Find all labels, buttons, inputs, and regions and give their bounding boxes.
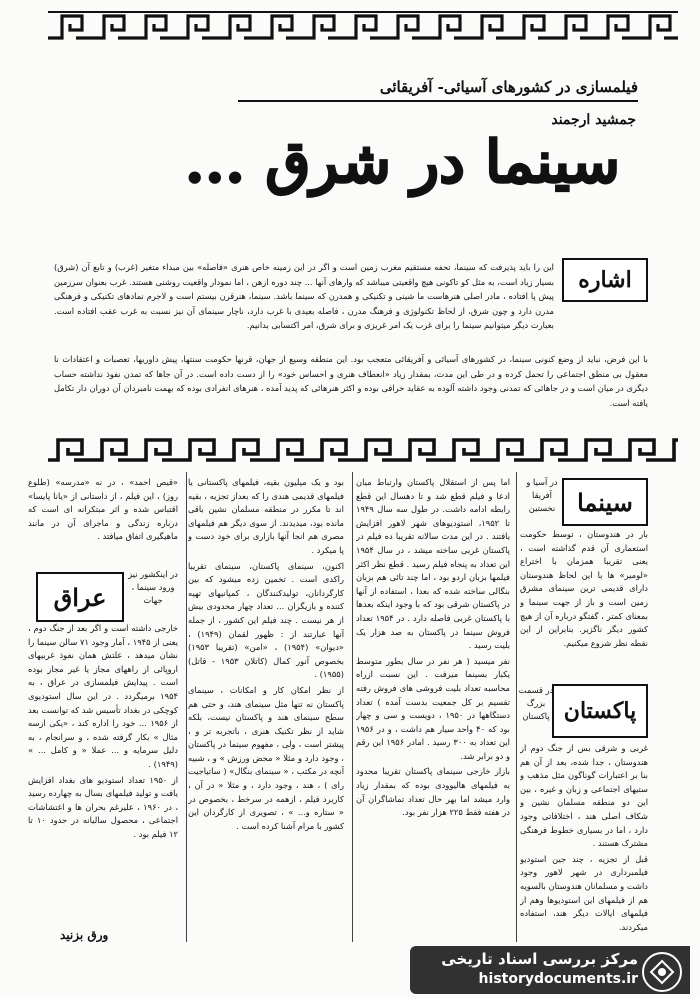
col2-paragraph-3: بازار خارجی سینمای پاکستان تقریبا محدود به فیلمهای هالیوودی بوده که بمقدار زیاد وارد میشد اما بهر حال تعداد تماشاگران آن در هفته فقط ۲۲۵ هزار نفر بود. bbox=[356, 766, 510, 818]
intro-label: اشاره bbox=[578, 267, 632, 293]
watermark-logo-icon bbox=[642, 952, 682, 992]
turn-page-note: ورق بزنید bbox=[60, 928, 109, 942]
iraq-label: عراق bbox=[53, 582, 107, 612]
iraq-label-box bbox=[36, 572, 124, 622]
page-title: سینما در شرق ... bbox=[184, 128, 620, 196]
col1-paragraph-3: قبل از تجزیه ، چند جین استودیو فیلمبرداری در شهر لاهور وجود داشت و مسلمانان هندوستان بالسویه هم از فیلمهای این استودیوها وهم از فیلمهای ایالات دیگر هند، استفاده میکردند. bbox=[520, 853, 648, 932]
column-1-text-2 bbox=[520, 742, 648, 942]
col1-paragraph-1: بار در هندوستان ، توسط حکومت استعماری آن قدم گذاشته است ، یعنی تقریبا همزمان با اختراع «لومیر» ها با این لحاظ هندوستان دارای قدیمی ترین سینمای مشرق زمین است و باز از جهت سینما و بمعنای کمتر ، گفتگو درباره آن از هیچ کشور دیگر ناگزیر. بنابراین از این نقطه نظر شروع میکنیم. bbox=[520, 529, 648, 648]
col4-paragraph-2: خارجی داشته است و اگر بعد از جنگ دوم ، یعنی از ۱۹۴۵ ، آمار وجود ۷۱ سالن سینما را نشان میدهد ، علتش همان نفوذ غربیهای اروپائی از راههای مجاز یا غیر مجاز بوده است . پیدایش فیلمسازی در عراق ، به ۱۹۵۴ برمیگردد . در این سال استودیوی کوچکی در بغداد تأسیس شد که توانست بعد از ۱۹۵۶ ... خود را اداره کند ، «یکی ازسه مثال » بکار گرفته شده ، و سرانجام ، به دلیل سرمایه و ... عملا « و کامل ... » (۱۹۴۹) . bbox=[28, 623, 178, 769]
author-name: جمشید ارجمند bbox=[551, 112, 636, 128]
watermark-line-2: historydocuments.ir bbox=[478, 971, 638, 987]
pakistan-label-box bbox=[552, 684, 648, 738]
intro-paragraph-2: با این فرض، نباید از وضع کنونی سینما، در کشورهای آسیائی و آفریقائی متعجب بود. این منطقه وسیع از جهان، قرنها حکومت سنتها، پیش داوریها، تعصبات و اعتقادات نا معقول بی منطق اجتماعی را تحمل کرده و در طی این مدت، بمقدار زیاد «انعطاف هنری و احساس خود» را از دست داده است. در آن جاها که تمدن نفوذ نداشته حساب دیگری در میان است و در جاهائی که تمدنی وجود داشته آلوده به عقاید خرافی بوده و اکثر هنرهائی که پدید آمده ، هنرهای انفرادی بوده که بهمت نامبردان آن دوران دار تکامل یافته است. bbox=[54, 354, 648, 408]
col4-paragraph-3: از ۱۹۵۰ تعداد استودیو های بغداد افزایش یافت و تولید فیلمهای بسال به چهارده رسید ، در ۱۹۶۰ ، علیرغم بحران ها و اغتشاشات اجتماعی ، محصول سالیانه در حدود ۱۰ تا ۱۲ فیلم بود . bbox=[28, 774, 178, 839]
watermark bbox=[410, 946, 690, 994]
col1-paragraph-2: غربی و شرقی بس از جنگ دوم از هندوستان ، جدا شده، بعد از آن هم بنا بر اعتبارات گوناگون مثل مذهب و ستیهای اجتماعی و زبان و غیره ، بین این دو منطقه مسلمان نشین و شکاف اصلی هند ، اختلافاتی وجود دارد ، اما در بسیاری خطوط فرهنگی مشترک هستند . bbox=[520, 743, 648, 849]
column-rule-1 bbox=[516, 472, 517, 942]
watermark-line-1: مرکز بررسی اسناد تاریخی bbox=[441, 950, 638, 968]
series-title-text: فیلمسازی در کشورهای آسیائی- آفریقائی bbox=[379, 78, 638, 96]
cinema-label-box bbox=[562, 478, 648, 526]
col3-paragraph-2: اکنون، سینمای پاکستان، سینمای تقریبا راکدی است . تخمین زده میشود که بین کارگردانان، تولیدکنندگان ، کمپانیهای تهیه کننده و بازیگران ... تعداد چهار محدودی بیش از هر نیست . چند فیلم این کشور ، از جمله آنها عبارتند از : ظهور لقمان (۱۹۴۹) ، «دیوان» (۱۹۵۴) ، «امن» (تقریبا ۱۹۵۳) بخصوص آنور کمال (کاتلان ۱۹۵۳ - قاتل) (۱۹۵۵) . bbox=[188, 560, 344, 680]
col3-paragraph-1: بود و یک میلیون بقیه، فیلمهای پاکستانی یا فیلمهای قدیمی هندی را که بعداز تجزیه ، بقیه اند تا مکرر در منطقه مسلمان نشین باقی مانده بود، میدیدند. از سوی دیگر هم فیلمهای مصری هم انجا آنها بازاری برای خود دست و پا میکرد . bbox=[188, 477, 344, 555]
intro-label-box bbox=[562, 258, 648, 302]
column-rule-3 bbox=[186, 472, 187, 942]
series-title bbox=[238, 78, 638, 102]
meander-pattern-top bbox=[48, 8, 678, 42]
column-3-text bbox=[188, 476, 344, 942]
intro-text bbox=[54, 260, 554, 333]
column-rule-2 bbox=[352, 472, 353, 942]
column-2-text bbox=[356, 476, 510, 942]
column-4-text bbox=[28, 476, 178, 566]
col2-paragraph-1: اما پس از استقلال پاکستان وارتباط میان ادعا و فیلم قطع شد و تا دهسال این قطع رابطه ادامه داشت. در طول سه سال ۱۹۴۹ تا ۱۹۵۲، استودیوهای شهر لاهور افزایش یافتند . در این مدت سالانه تقریبا ده فیلم در پاکستان غربی ساخته میشد ، در سال ۱۹۵۴ این تعداد به پنجاه فیلم رسید . قطع نظر اکثر فیلمها بزبان اردو بود ، اما چند تائی هم بزبان بنگالی ساخته شده که بعدا ، استفاده از آنها در پاکستان شرقی بود که با وجود اینکه بعدها با پاکستان غربی فاصله دارد . در ۱۹۵۴ تعداد فروش سینما در پاکستان به صد هزار یک بلیت رسید . bbox=[356, 477, 510, 651]
pakistan-aside: در قسمت بزرگ پاکستان bbox=[518, 685, 554, 721]
cinema-label: سینما bbox=[577, 487, 633, 517]
col2-paragraph-2: نفر میسید ( هر نفر در سال بطور متوسط یکبار بسینما میرفت . این نسبت ازراه محاسبه تعداد بلیت فروشی های فروش رفته تقسیم بر کل جمعیت بدست آمده ) تعداد دستگاهها در ۱۹۵۰ ، دویست و سی و چهار بود که ۴۰ واحد سیار هم داشت ، و در ۱۹۵۶ این تعداد به ۳۰۰ رسید . امادر ۱۹۵۶ این رقم و دو برابر شد. bbox=[356, 655, 510, 761]
intro-paragraph-1: این را باید پذیرفت که سینما، تحفه مستقیم مغرب زمین است و اگر در این زمینه خاص هنری «فاصله» بین مبداء متغیر (غرب) و تابع آن (شرق) بسیار زیاد است، به مثل کو تاکونی هیچ واقعیتی میباشد که وارهای آنها ... چند دوره ازهن ، اما نمودار واقعیت روشنی هستند. غرب بعنوان سرزمین پیش پا افتاده ، مادر اصلی هنرهاست ما شینی و تکنیکی و همدرن که سینما باشد. سینما، هنرقرن بیستم است و لاجرم نمادهای تکنیکی و فرهنگی مدرن دارد و چون شرق، از لحاظ تکنولوژی و فرهنگ مدرن ، فاصله بعیدی با غرب دارد، ناچار سینمای آن نیز نسبت به غرب عقب افتاده است. بعبارت دیگر میتوانیم سینما را برای غرب یک امر غریزی و برای شرق، امر اکتسابی بدانیم. bbox=[54, 262, 554, 330]
decorative-border-top bbox=[48, 8, 678, 42]
col4-paragraph-1: «قیص احمد» ، در نه «مدرسه» (طلوع روز) ، این فیلم ، از داستانی از «یانا پایسا» اقتباس شده و اثر مبتکرانه ای است که درباره زندگی و ماجرای آن در مانند ماهیگیری اتفاق میافتد . bbox=[28, 477, 178, 542]
decorative-border-middle bbox=[48, 436, 678, 464]
column-4-text-2 bbox=[28, 622, 178, 922]
pakistan-label: پاکستان bbox=[563, 698, 637, 724]
cinema-aside: در آسیا و آفریقا نخستین bbox=[526, 477, 558, 513]
meander-pattern-middle bbox=[48, 436, 678, 464]
col3-paragraph-3: از نظر امکان کار و امکانات ، سینمای پاکستان نه تنها مثل سینمای هند، و حتی هم سطح سینمای هند و پاکستان نیست، بلکه شاید از نظر تکنیک هنری ، باتجربه تر و ، پیشتر است ، ولی ، مفهوم سینما در پاکستان ، وجود دارد و مثلا « محض ورزش » و ، شبیه آنچه در مکتب ، « سینمای بنگال» ( ساتیاجیت رای ) ، هند ، وجود دارد ، و مثلا « در آن ، کاربرد فیلم ، ازهمه در سرخط ، بخصوص در « ستاره و... » ، تصویری از کارگردان این کشور با مرام آشنا کرده است . bbox=[188, 684, 344, 831]
intro-text-2 bbox=[54, 352, 648, 410]
iraq-aside: در اینکشور نیز ورود سینما ، جهات bbox=[128, 569, 178, 605]
column-1-text bbox=[520, 528, 648, 680]
